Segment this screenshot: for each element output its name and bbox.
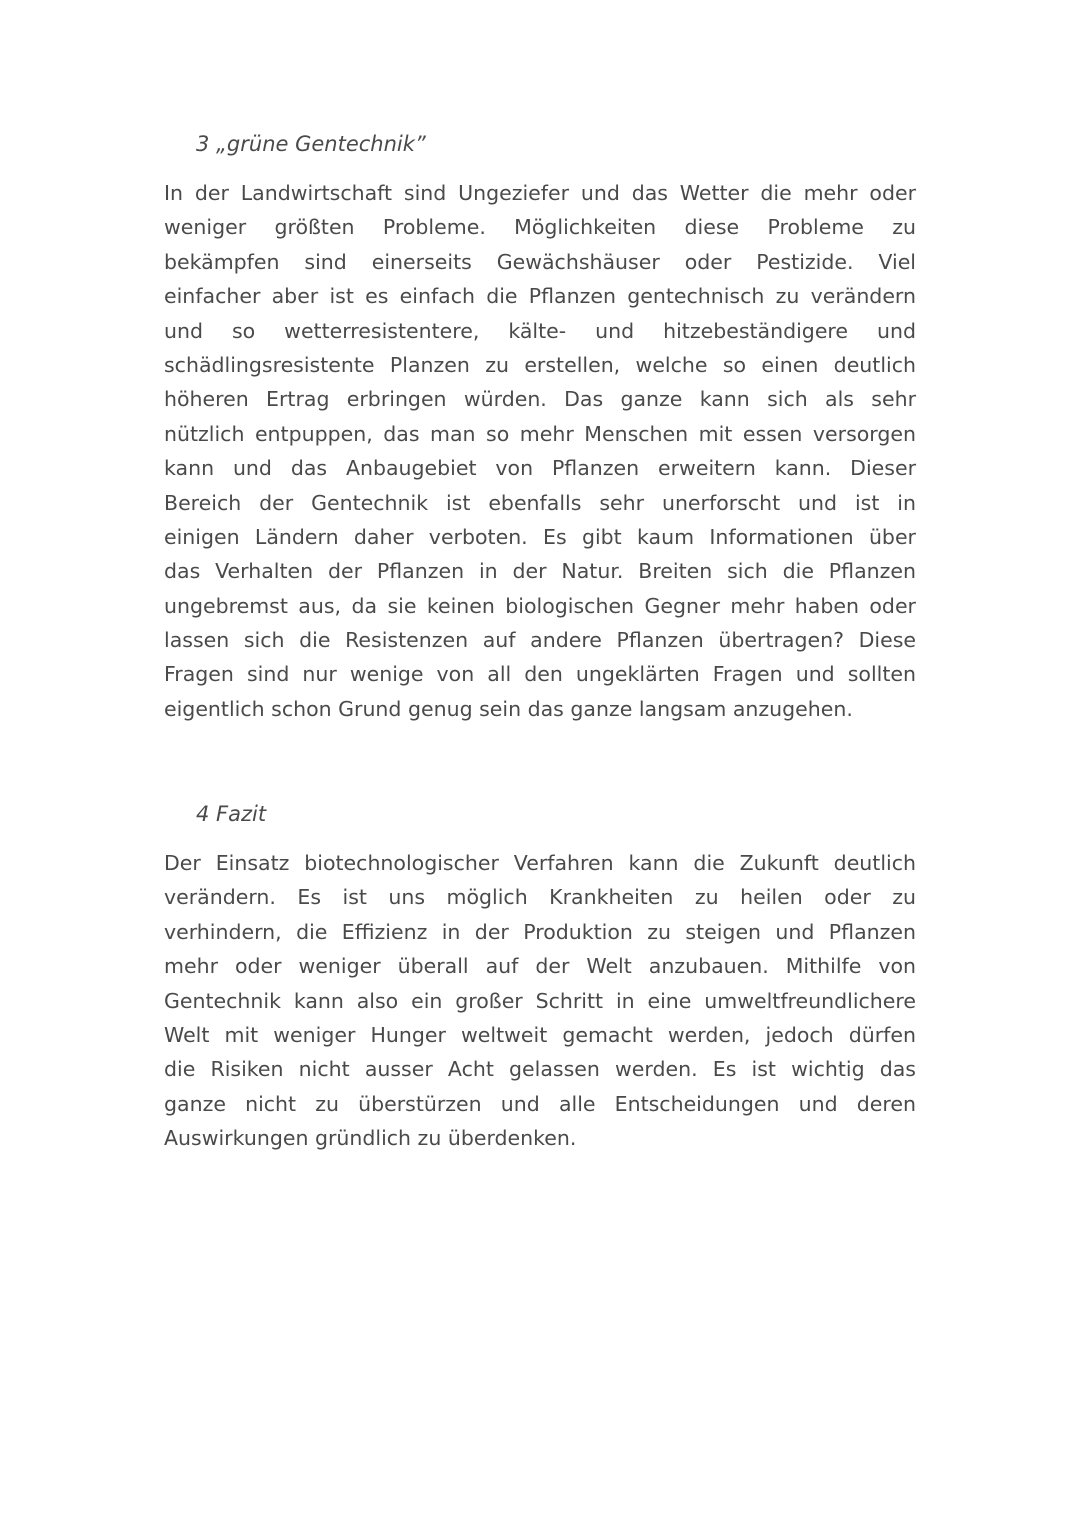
paragraph-gruene-gentechnik (164, 176, 916, 726)
text-line: verhindern, die Effizienz in der Produktion zu steigen und Pflanzen (164, 919, 916, 944)
text-line: schädlingsresistente Planzen zu erstellen, welche so einen deutlich (164, 352, 916, 377)
section-heading-gruene-gentechnik: 3 „grüne Gentechnik” (196, 132, 426, 156)
text-line: mehr oder weniger überall auf der Welt anzubauen. Mithilfe von (164, 954, 916, 979)
text-line: ganze nicht zu überstürzen und alle Entscheidungen und deren (164, 1091, 916, 1116)
text-line: In der Landwirtschaft sind Ungeziefer und das Wetter die mehr oder (164, 181, 916, 205)
text-line: weniger größten Probleme. Möglichkeiten diese Probleme zu (164, 215, 916, 240)
text-line: lassen sich die Resistenzen auf andere Pflanzen übertragen? Diese (164, 628, 916, 653)
text-line: Gentechnik kann also ein großer Schritt in eine umweltfreundlichere (164, 988, 916, 1013)
paragraph-fazit (164, 846, 916, 1156)
text-line: nützlich entpuppen, das man so mehr Menschen mit essen versorgen (164, 421, 916, 446)
text-line: Auswirkungen gründlich zu überdenken. (164, 1126, 577, 1151)
text-line: bekämpfen sind einerseits Gewächshäuser oder Pestizide. Viel (164, 249, 916, 274)
text-line: kann und das Anbaugebiet von Pflanzen erweitern kann. Dieser (164, 456, 916, 481)
text-line: Der Einsatz biotechnologischer Verfahren kann die Zukunft deutlich (164, 851, 916, 875)
text-line: Fragen sind nur wenige von all den ungeklärten Fragen und sollten (164, 662, 916, 687)
text-line: einigen Ländern daher verboten. Es gibt kaum Informationen über (164, 524, 916, 549)
text-line: verändern. Es ist uns möglich Krankheiten zu heilen oder zu (164, 885, 916, 910)
text-line: ungebremst aus, da sie keinen biologischen Gegner mehr haben oder (164, 593, 916, 618)
text-line: eigentlich schon Grund genug sein das ganze langsam anzugehen. (164, 696, 853, 721)
text-line: das Verhalten der Pflanzen in der Natur. Breiten sich die Pflanzen (164, 559, 916, 584)
text-line: die Risiken nicht ausser Acht gelassen werden. Es ist wichtig das (164, 1057, 916, 1082)
section-heading-fazit: 4 Fazit (196, 802, 267, 826)
text-line: höheren Ertrag erbringen würden. Das ganze kann sich als sehr (164, 387, 916, 412)
text-line: einfacher aber ist es einfach die Pflanzen gentechnisch zu verändern (164, 284, 916, 309)
text-line: Welt mit weniger Hunger weltweit gemacht werden, jedoch dürfen (164, 1022, 916, 1047)
text-line: Bereich der Gentechnik ist ebenfalls sehr unerforscht und ist in (164, 490, 916, 515)
text-line: und so wetterresistentere, kälte- und hitzebeständigere und (164, 318, 916, 343)
